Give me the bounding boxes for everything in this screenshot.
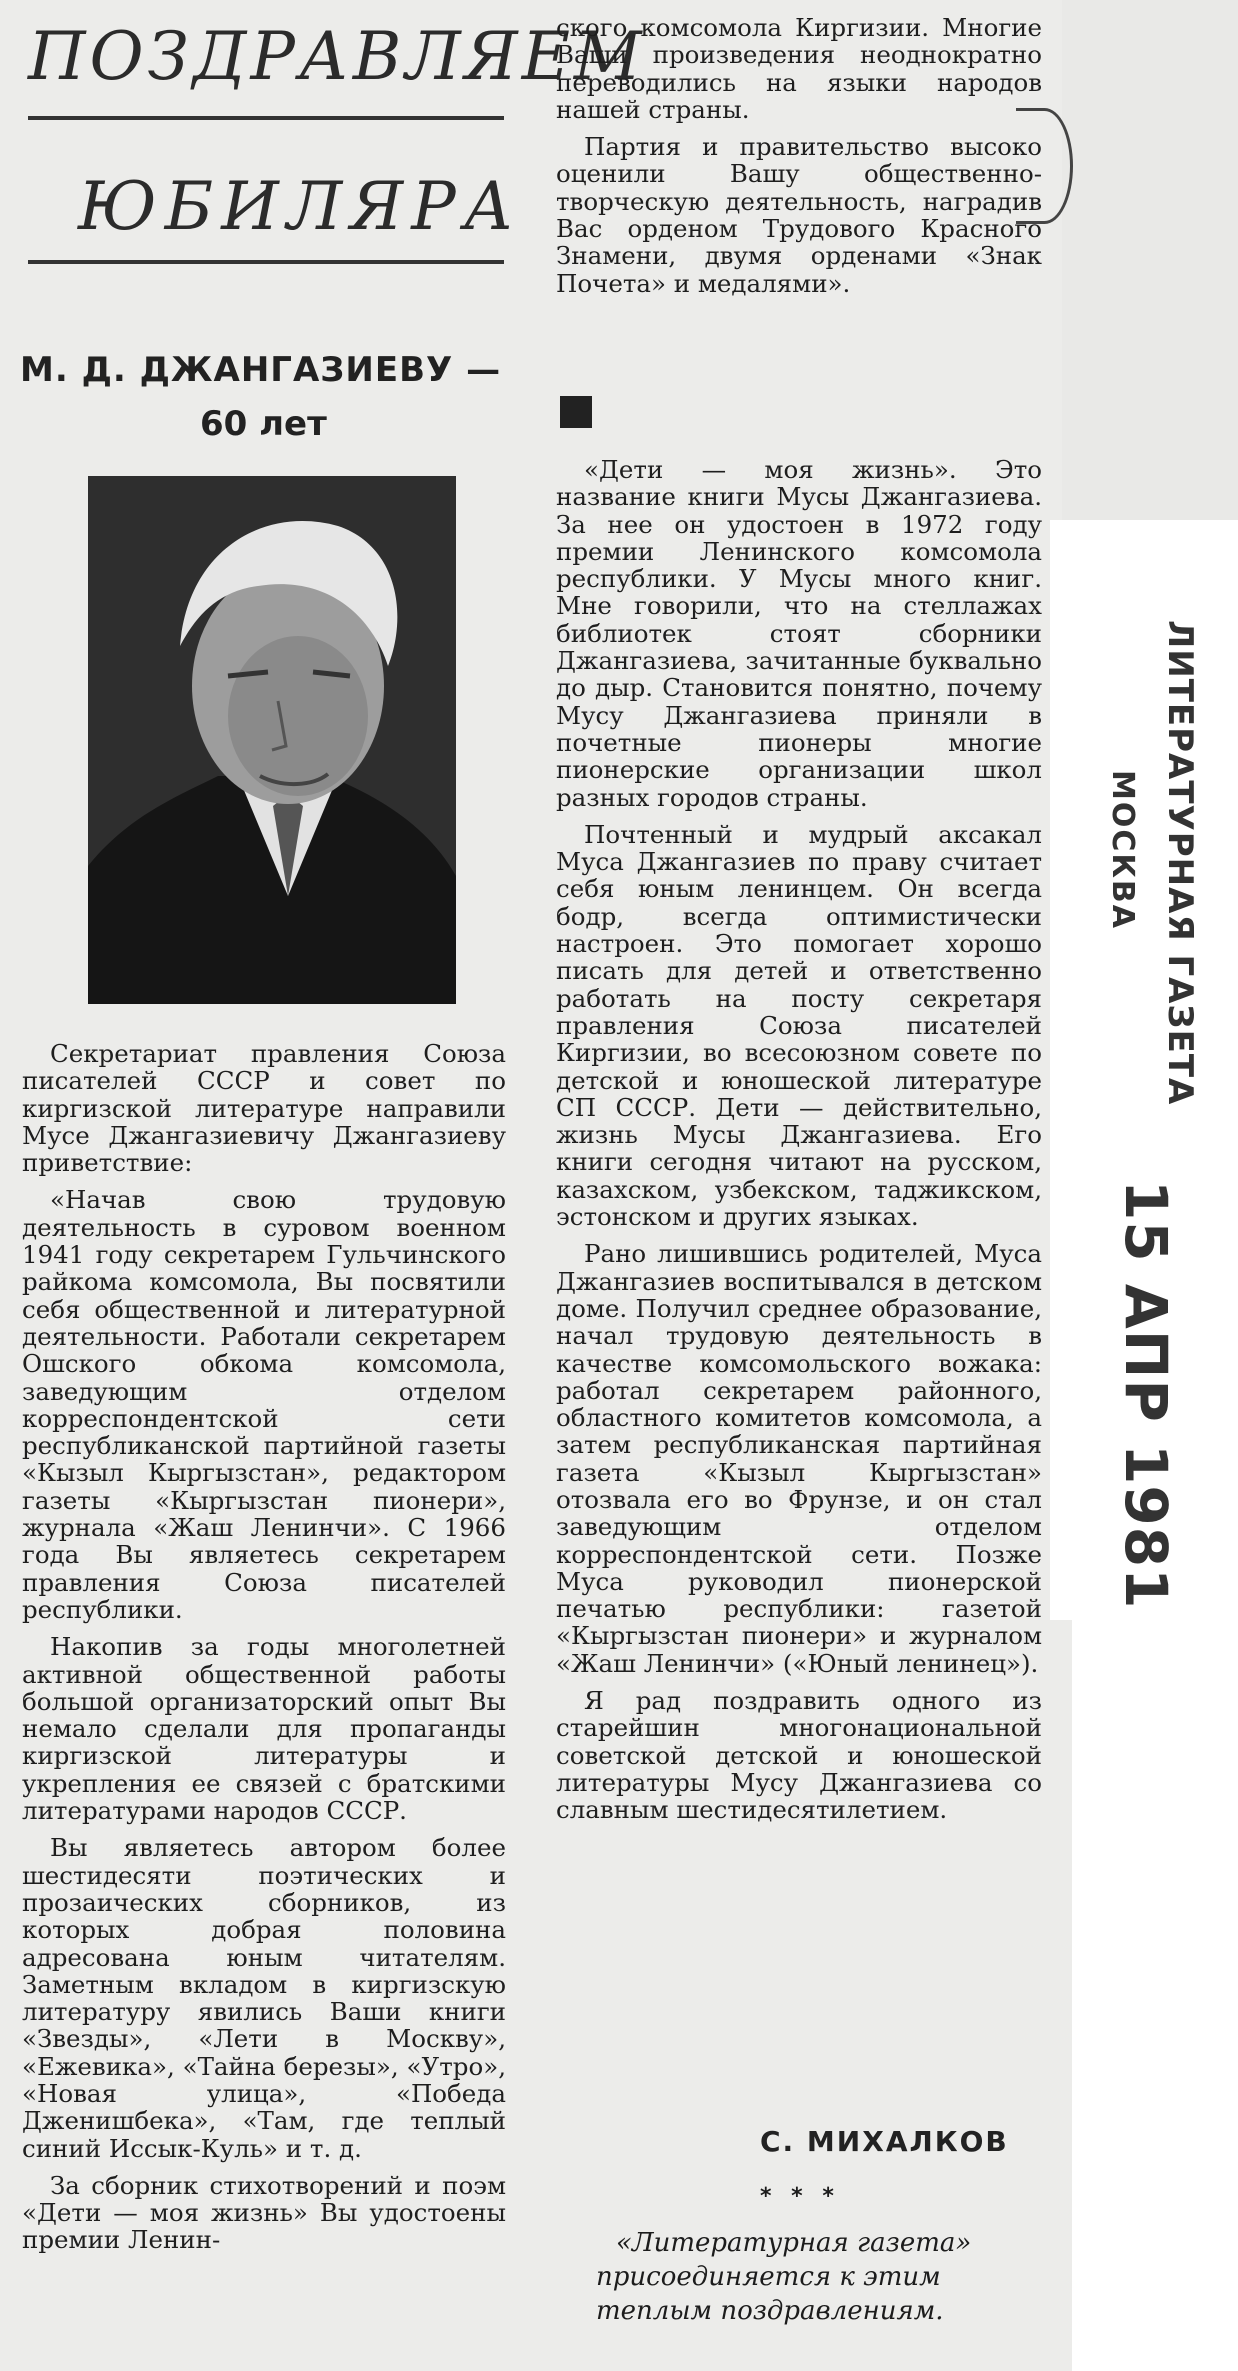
left-paragraph-1: Секретариат правления Союза писателей СССР и совет по киргизской литературе направили Мусе Джангазиевичу Джангазиеву приветствие: xyxy=(22,1039,506,1178)
right-text-column-top xyxy=(556,14,1042,307)
portrait-photo xyxy=(88,476,456,1004)
right-paragraph-5: Рано лишившись родителей, Муса Джангазиев воспитывался в детском доме. Получил среднее образование, начал трудовую деятельность в качестве комсомольского вожака: работал секретарем районного, областного комитетов комсомола, а затем республиканская партийная газета «Кызыл Кыргызстан» отозвала его во Фрунзе, и он стал заведующим отделом корреспондентской сети. Позже Муса руководил пионерской печатью республики: газетой «Кыргызстан пионери» и журналом «Жаш Ленинчи» («Юный ленинец»). xyxy=(556,1239,1042,1678)
article-title-age: 60 лет xyxy=(200,404,327,444)
article-title-name: М. Д. ДЖАНГАЗИЕВУ — xyxy=(20,350,502,390)
left-paragraph-4: Вы являетесь автором более шестидесяти поэтических и прозаических сборников, из которых добрая половина адресована юным читателям. Заметным вкладом в киргизскую литературу явились Ваши книги «Звезды», «Лети в Москву», «Ежевика», «Тайна березы», «Утро», «Новая улица», «Победа Дженишбека», «Там, где теплый синий Иссык-Куль» и т. д. xyxy=(22,1833,506,2163)
headline-congratulate: ПОЗДРАВЛЯЕМ xyxy=(28,18,646,95)
pencil-mark xyxy=(1016,108,1073,224)
left-paragraph-2: «Начав свою трудовую деятельность в суровом военном 1941 году секретарем Гульчинского райкома комсомола, Вы посвятили себя общественной и литературной деятельности. Работали секретарем Ошского обкома комсомола, заведующим отделом корреспондентской сети республиканской партийной газеты «Кызыл Кыргызстан», редактором газеты «Кыргызстан пионери», журнала «Жаш Ленинчи». С 1966 года Вы являетесь секретарем правления Союза писателей республики. xyxy=(22,1185,506,1624)
author-signature: С. МИХАЛКОВ xyxy=(760,2125,1009,2158)
headline-jubilee: ЮБИЛЯРА xyxy=(78,168,522,245)
editorial-closing-note: «Литературная газета» присоединяется к этим теплым поздравлениям. xyxy=(596,2228,972,2326)
left-paragraph-5: За сборник стихотворений и поэм «Дети — моя жизнь» Вы удостоены премии Ленин- xyxy=(22,2170,506,2255)
portrait-illustration xyxy=(88,476,456,1004)
right-paragraph-3: «Дети — моя жизнь». Это название книги Мусы Джангазиева. За нее он удостоен в 1972 году премии Ленинского комсомола республики. У Мусы много книг. Мне говорили, что на стеллажах библиотек стоят сборники Джангазиева, зачитанные буквально до дыр. Становится понятно, почему Мусу Джангазиева приняли в почетные пионеры многие пионерские организации школ разных городов страны. xyxy=(556,455,1042,812)
right-text-column xyxy=(556,456,1042,1834)
stamp-date: 15 АПР 1981 xyxy=(1112,1180,1180,1610)
stamp-publication: ЛИТЕРАТУРНАЯ ГАЗЕТА xyxy=(1160,620,1200,1106)
left-paragraph-3: Накопив за годы многолетней активной общественной работы большой организаторский опыт Вы немало сделали для пропаганды киргизской литературы и укрепления ее связей с братскими литературами народов СССР. xyxy=(22,1632,506,1826)
headline-rule-top xyxy=(28,116,504,120)
stamp-city: МОСКВА xyxy=(1105,770,1140,930)
right-paragraph-1: ского комсомола Киргизии. Многие Ваши произведения неоднократно переводились на языки народов нашей страны. xyxy=(556,13,1042,124)
section-marker-square xyxy=(560,396,592,428)
headline-rule-bottom xyxy=(28,260,504,264)
separator-stars: * * * xyxy=(760,2184,840,2209)
right-paragraph-4: Почтенный и мудрый аксакал Муса Джангазиев по праву считает себя юным ленинцем. Он всегда бодр, всегда оптимистически настроен. Это помогает хорошо писать для детей и ответственно работать на посту секретаря правления Союза писателей Киргизии, во всесоюзном совете по детской и юношеской литературе СП СССР. Дети — действительно, жизнь Мусы Джангазиева. Его книги сегодня читают на русском, казахском, узбекском, таджикском, эстонском и других языках. xyxy=(556,819,1042,1232)
right-paragraph-2: Партия и правительство высоко оценили Вашу общественно-творческую деятельность, наградив Вас орденом Трудового Красного Знамени, двумя орденами «Знак Почета» и медалями». xyxy=(556,132,1042,298)
right-paragraph-6: Я рад поздравить одного из старейшин многонациональной советской детской и юношеской литературы Мусу Джангазиева со славным шестидесятилетием. xyxy=(556,1686,1042,1825)
left-text-column xyxy=(22,1040,506,2264)
